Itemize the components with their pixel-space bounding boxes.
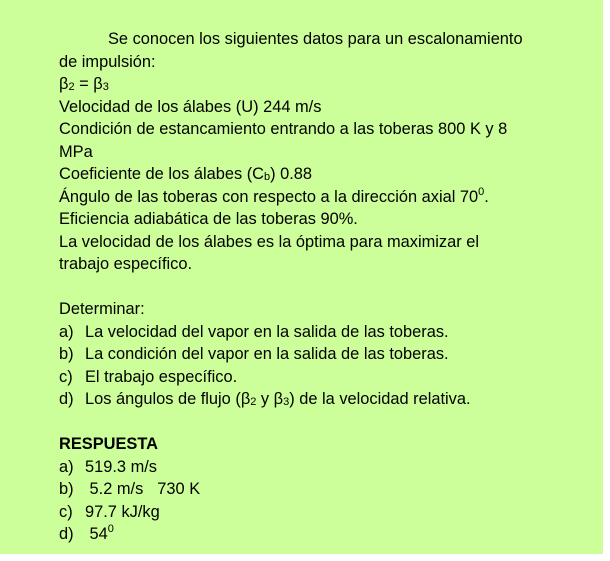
list-marker: c) [59,502,73,521]
stagnation-line-2: MPa [59,142,93,161]
list-marker: a) [59,322,74,341]
determine-item-d [59,388,599,411]
optimal-velocity-line-1: La velocidad de los álabes es la óptima para maximizar el [59,232,480,251]
blade-coefficient-line [59,163,599,186]
blade-coefficient-text: Coeficiente de los álabes (C [59,165,264,183]
beta-2-subscript: 2 [68,81,75,93]
list-item-text: El trabajo específico. [85,367,238,386]
answer-b-velocity: 5.2 m/s [85,480,144,498]
answer-a [59,456,599,479]
spacer [59,411,599,434]
answers-heading: RESPUESTA [59,435,158,453]
list-item-text: La velocidad del vapor en la salida de las toberas. [85,322,449,341]
list-marker: d) [59,525,74,543]
answer-c [59,501,599,524]
list-marker: d) [59,390,74,408]
flow-angles-text: Los ángulos de flujo (β [85,390,251,408]
determine-item-b [59,343,599,366]
list-marker: c) [59,367,73,386]
stagnation-line-1: Condición de estancamiento entrando a las toberas 800 K y 8 [59,120,508,138]
determine-item-c [59,366,599,389]
determine-heading: Determinar: [59,300,145,318]
problem-content [59,28,599,546]
beta-3-subscript: 3 [283,396,290,408]
list-marker: b) [59,480,74,498]
optimal-velocity-line-2: trabajo específico. [59,255,193,273]
nozzle-angle-line [59,186,599,209]
answer-d [59,523,599,546]
determine-item-a [59,321,599,344]
blade-velocity-line: Velocidad de los álabes (U) 244 m/s [59,97,322,116]
answer-b-temperature: 730 K [157,480,201,498]
equals-sign: = [74,75,94,93]
flow-angles-end: ) de la velocidad relativa. [289,390,471,408]
blade-coefficient-value: ) 0.88 [270,165,313,183]
beta-2-subscript: 2 [250,396,257,408]
flow-angles-and: y β [256,390,284,408]
answer-c-value: 97.7 kJ/kg [85,502,160,521]
answer-d-value: 54 [85,525,108,543]
intro-line-2: de impulsión: [59,52,156,71]
answer-a-value: 519.3 m/s [85,457,157,476]
efficiency-line: Eficiencia adiabática de las toberas 90%. [59,210,358,228]
blade-coefficient-subscript: b [264,171,271,183]
list-marker: b) [59,345,74,363]
intro-line-1: Se conocen los siguientes datos para un escalonamiento [108,30,523,48]
list-item-text: La condición del vapor en la salida de las toberas. [85,345,449,363]
degree-superscript: 0 [478,185,485,198]
nozzle-angle-text: Ángulo de las toberas con respecto a la dirección axial 70 [59,187,479,206]
beta-equality [59,73,599,96]
beta-3-subscript: 3 [102,81,109,93]
beta-2-symbol: β [59,75,69,93]
spacer [59,276,599,299]
answer-b [59,478,599,501]
beta-3-symbol: β [93,75,103,93]
degree-superscript: 0 [107,523,114,535]
nozzle-angle-period: . [484,187,489,206]
list-marker: a) [59,457,74,476]
